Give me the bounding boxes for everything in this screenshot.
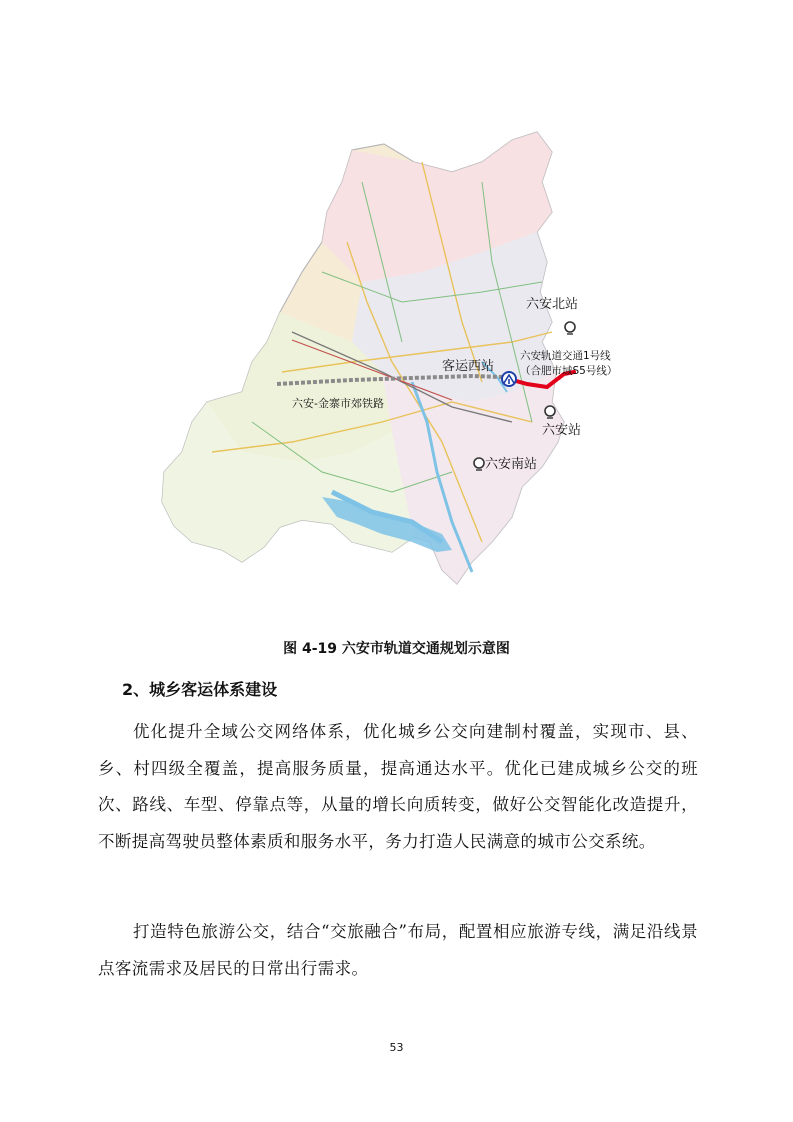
map-svg — [152, 122, 618, 626]
liuan-station-label: 六安站 — [542, 423, 582, 438]
paragraph: 优化提升全域公交网络体系，优化城乡公交向建制村覆盖，实现市、县、乡、村四级全覆盖，提高服务质量，提高通达水平。优化已建成城乡公交的班次、路线、车型、停靠点等，从量的增长向质转变，做好公交智能化改造提升，不断提高驾驶员整体素质和服务水平，务力打造人民满意的城市公交系统。 — [98, 722, 698, 851]
rail-line-label: 六安轨道交通1号线 — [520, 350, 611, 362]
section-heading: 2、城乡客运体系建设 — [122, 680, 278, 699]
west-bus-station-label: 客运西站 — [442, 359, 495, 374]
south-station-label: 六安南站 — [485, 457, 538, 472]
west-bus-station-marker — [502, 372, 516, 386]
figure-caption: 图 4-19 六安市轨道交通规划示意图 — [283, 641, 510, 657]
rail-planning-map — [152, 122, 618, 626]
paragraph: 打造特色旅游公交，结合“交旅融合”布局，配置相应旅游专线，满足沿线景点客流需求及居民的日常出行需求。 — [98, 922, 698, 978]
rail-line-sub-label: （合肥市域S5号线） — [520, 365, 618, 377]
page-number: 53 — [389, 1041, 404, 1054]
suburban-rail-label: 六安-金寨市郊铁路 — [292, 397, 384, 410]
north-station-label: 六安北站 — [526, 297, 579, 312]
